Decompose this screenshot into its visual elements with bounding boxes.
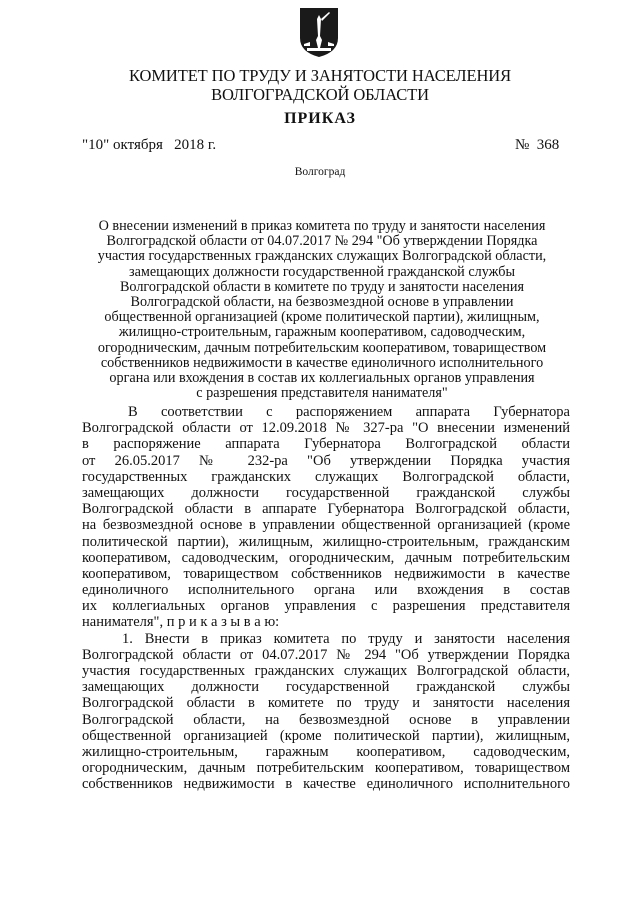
body-line: общественной организацией (кроме политической партии), жилищным, (82, 727, 570, 744)
body-line: кооперативом, садоводческим, огородническим, дачным потребительским (82, 549, 570, 566)
subject-line: участия государственных гражданских служащих Волгоградской области, (97, 248, 547, 265)
subject-line: Волгоградской области от 04.07.2017 № 294 "Об утверждении Порядка (106, 233, 538, 250)
organization-name (0, 66, 640, 104)
body-line: в распоряжение аппарата Губернатора Волгоградской области (82, 436, 570, 453)
order-number: № 368 (515, 137, 560, 153)
body-line: их коллегиальных органов управления с разрешения представителя (82, 598, 570, 615)
body-line: огородническим, дачным потребительским кооперативом, товариществом (82, 760, 570, 777)
subject-line: замещающих должности государственной гражданской службы (129, 263, 515, 280)
body-line: Волгоградской области от 12.09.2018 № 327-ра "О внесении изменений (82, 420, 570, 437)
body-line: на безвозмездной основе в управлении общественной организацией (кроме (82, 517, 570, 534)
subject-line: Волгоградской области, на безвозмездной основе в управлении (130, 294, 514, 311)
body-line: замещающих должности государственной гражданской службы (82, 484, 570, 501)
body-line: единоличного исполнительного органа или вхождения в состав (82, 582, 570, 599)
body-line: собственников недвижимости в качестве единоличного исполнительного (82, 776, 570, 793)
body-line: от 26.05.2017 № 232-ра "Об утверждении Порядка участия (82, 452, 570, 469)
city: Волгоград (294, 166, 346, 178)
body-line: Волгоградской области в комитете по труду и занятости населения (82, 695, 570, 712)
subject-line: Волгоградской области в комитете по труду и занятости населения (119, 278, 525, 295)
order-body (82, 404, 570, 793)
body-line: участия государственных гражданских служащих Волгоградской области, (82, 663, 570, 679)
body-line: жилищно-строительным, гаражным кооперативом, садоводческим, (82, 743, 570, 760)
coat-of-arms-icon (298, 6, 340, 58)
body-line: Волгоградской области, на безвозмездной основе в управлении (82, 711, 570, 728)
body-line: кооперативом, товариществом собственников недвижимости в качестве (82, 565, 570, 582)
subject-line: органа или вхождения в состав их коллегиальных органов управления (109, 370, 535, 387)
subject-line: О внесении изменений в приказ комитета по труду и занятости населения (98, 218, 546, 234)
org-line-1: КОМИТЕТ ПО ТРУДУ И ЗАНЯТОСТИ НАСЕЛЕНИЯ (129, 66, 511, 85)
org-line-2: ВОЛГОГРАДСКОЙ ОБЛАСТИ (211, 85, 429, 104)
body-line: замещающих должности государственной гражданской службы (82, 679, 570, 696)
subject-line: жилищно-строительным, гаражным кооперативом, садоводческим, (118, 324, 526, 341)
order-subject (82, 219, 562, 401)
body-line: 1. Внести в приказ комитета по труду и занятости населения (122, 630, 570, 647)
body-line: политической партии), жилищным, жилищно-строительным, гражданским (82, 533, 570, 550)
subject-line: огородническим, дачным потребительским кооперативом, товариществом (97, 339, 547, 356)
body-line: государственных гражданских служащих Волгоградской области, (82, 468, 570, 485)
order-date: "10" октября 2018 г. (82, 137, 217, 153)
document-type: ПРИКАЗ (284, 110, 356, 127)
body-line: Волгоградской области в аппарате Губернатора Волгоградской области, (82, 501, 570, 518)
body-line: нанимателя", п р и к а з ы в а ю: (82, 614, 280, 631)
body-line: Волгоградской области от 04.07.2017 № 294 "Об утверждении Порядка (82, 646, 570, 663)
subject-line: с разрешения представителя нанимателя" (196, 385, 448, 402)
body-line: В соответствии с распоряжением аппарата Губернатора (128, 404, 570, 420)
subject-line: общественной организацией (кроме политической партии), жилищным, (104, 309, 540, 326)
subject-line: собственников недвижимости в качестве единоличного исполнительного (100, 354, 544, 371)
